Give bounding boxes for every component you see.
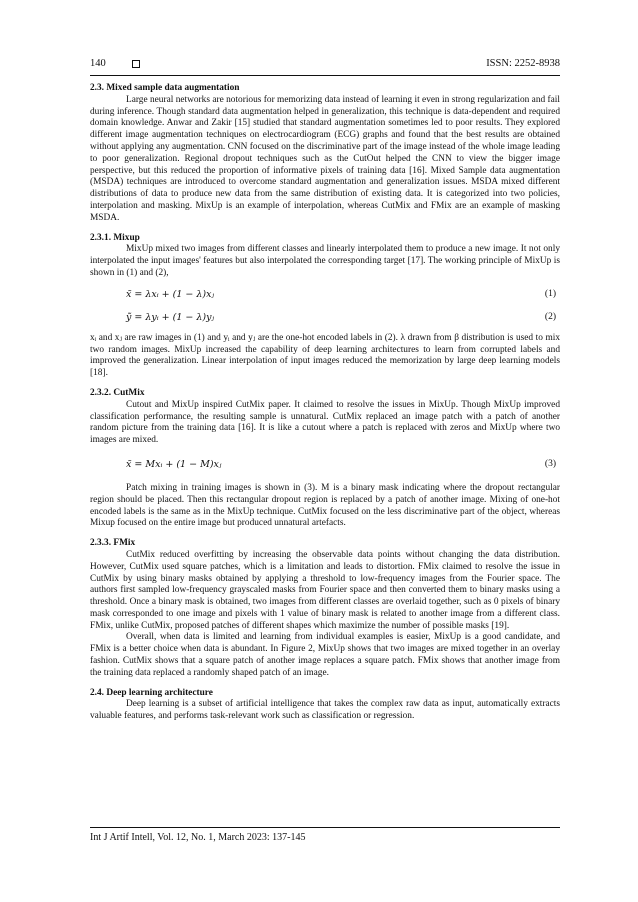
body-text xyxy=(90,83,560,723)
section-heading-2-3-1: 2.3.1. Mixup xyxy=(90,232,140,243)
section-heading-2-3: 2.3. Mixed sample data augmentation xyxy=(90,83,240,93)
paragraph: MixUp mixed two images from different classes and linearly interpolated them to produce a new image. It not only interpolated the input images' features but also interpolated the corresponding target [17]. The working principle of MixUp is shown in (1) and (2), xyxy=(90,244,560,278)
equation-number: (2) xyxy=(544,311,556,322)
square-box-icon xyxy=(132,60,140,68)
page-number: 140 xyxy=(90,58,106,69)
paragraph: Deep learning is a subset of artificial intelligence that takes the complex raw data as input, automatically extracts valuable features, and performs task-relevant work such as classification or regression. xyxy=(90,699,560,722)
paragraph: Large neural networks are notorious for memorizing data instead of learning it even in strong regularization and fail during inference. Though standard data augmentation helped in generalization, this technique is data-dependent and required domain knowledge. Anwar and Zakir [15] studied that standard augmentation sometimes led to poor results. They explored different image augmentation techniques on electrocardiogram (ECG) graphs and found that the best results are obtained without applying any augmentation. CNN focused on the discriminative part of the image instead of the whole image leading to poor generalization. Regional dropout techniques such as the CutOut helped the CNN to view the bigger image perspective, but this reduced the proportion of informative pixels of training data [16]. Mixed Sample data augmentation (MSDA) techniques are introduced to overcome standard augmentation and generalization issues. MSDA mixed different distributions of data to produce new data from the same distribution of existing data. It is categorized into two policies, interpolation and masking. MixUp is an example of interpolation, whereas CutMix and FMix are an example of masking MSDA. xyxy=(90,94,560,223)
footer-rule xyxy=(90,827,560,828)
paragraph: xᵢ and xⱼ are raw images in (1) and yᵢ and yⱼ are the one-hot encoded labels in (2). λ drawn from β distribution is used to mix two random images. MixUp increased the capability of deep learning architectures to learn from corrupted labels and improved the generalization. Linear interpolation of input images reduced the memorization by large deep learning models [18]. xyxy=(90,332,560,379)
paragraph: Cutout and MixUp inspired CutMix paper. It claimed to resolve the issues in MixUp. Though MixUp improved classification performance, the resulting sample is unnatural. CutMix replaced an image patch with a patch of another random picture from the training data [16]. It is like a cutout where a patch is replaced with zeros and MixUp where two images are mixed. xyxy=(90,399,560,446)
section-heading-2-3-3: 2.3.3. FMix xyxy=(90,538,136,549)
section-heading-2-3-2: 2.3.2. CutMix xyxy=(90,387,145,398)
footer-citation: Int J Artif Intell, Vol. 12, No. 1, March 2023: 137-145 xyxy=(90,832,306,843)
header-rule xyxy=(90,75,560,76)
equation-expression: ỹ = λyᵢ + (1 − λ)yⱼ xyxy=(126,311,215,323)
paragraph: Patch mixing in training images is shown in (3). M is a binary mask indicating where the dropout rectangular region should be placed. Then this rectangular dropout region is replaced by a patch of another image. Mixing of one-hot encoded labels is the same as in the MixUp technique. CutMix focused on the less discriminative part of the object, whereas Mixup focused on the entire image but produced unnatural artefacts. xyxy=(90,482,560,529)
paragraph: CutMix reduced overfitting by increasing the observable data points without changing the data distribution. However, CutMix used square patches, which is a limitation and leads to distortion. FMix claimed to resolve the issue in CutMix by using binary masks obtained by applying a threshold to low-frequency images from the Fourier space. The authors first sampled low-frequency grayscaled masks from Fourier space and then converted them to binary masks using a threshold. Once a binary mask is obtained, two images from different classes are overlaid together, such as 0 pixels of binary mask corresponded to one image and pixels with 1 value of binary mask is related to another image from a different class. FMix, unlike CutMix, proposed patches of different shapes which maximize the number of possible masks [19]. xyxy=(90,549,560,631)
equation-1 xyxy=(90,287,560,303)
equation-expression: x̃ = λxᵢ + (1 − λ)xⱼ xyxy=(126,288,214,300)
equation-3 xyxy=(90,457,560,473)
paragraph: Overall, when data is limited and learning from individual examples is easier, MixUp is a good candidate, and FMix is a better choice when data is abundant. In Figure 2, MixUp shows that two images are mixed together in an overlay fashion. CutMix shows that a square patch of another image replaces a square patch. FMix shows that another image from the training data replaced a randomly shaped patch of an image. xyxy=(90,632,560,678)
equation-number: (1) xyxy=(544,288,556,299)
equation-expression: x̃ = Mxᵢ + (1 − M)xⱼ xyxy=(126,458,222,470)
section-heading-2-4: 2.4. Deep learning architecture xyxy=(90,687,213,698)
equation-2 xyxy=(90,310,560,326)
page-header xyxy=(90,58,560,74)
equation-number: (3) xyxy=(544,458,556,469)
issn-label: ISSN: 2252-8938 xyxy=(486,58,560,69)
